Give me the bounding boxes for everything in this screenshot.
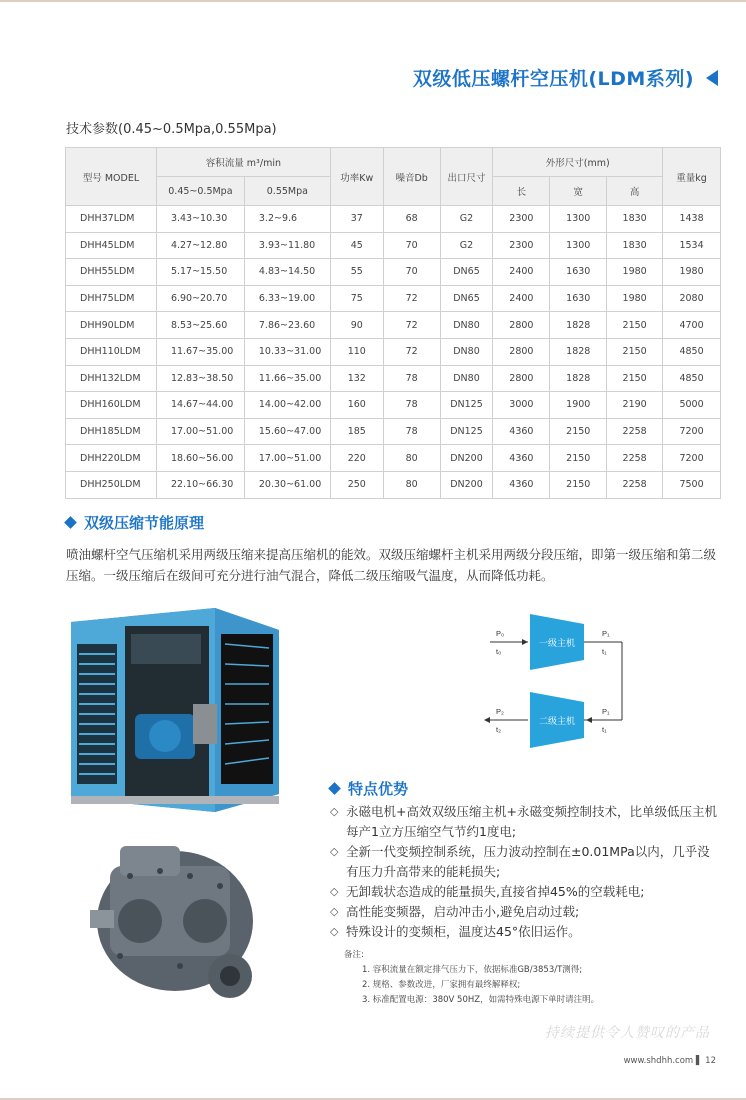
table-cell: 10.33~31.00 xyxy=(244,338,330,365)
hollow-diamond-icon: ◇ xyxy=(330,925,339,938)
stage2-label: 二级主机 xyxy=(538,716,576,726)
two-stage-diagram xyxy=(476,596,636,756)
top-rule xyxy=(0,0,746,2)
footer-separator: ▌ xyxy=(695,1056,703,1066)
table-cell: 110 xyxy=(330,338,383,365)
table-cell: 220 xyxy=(330,445,383,472)
table-cell: 5.17~15.50 xyxy=(156,259,244,286)
th-height: 高 xyxy=(607,177,663,206)
table-cell: 6.90~20.70 xyxy=(156,285,244,312)
table-row xyxy=(66,392,721,419)
table-cell: 2150 xyxy=(607,312,663,339)
table-cell: 75 xyxy=(330,285,383,312)
th-power: 功率Kw xyxy=(330,148,383,206)
table-cell: 4360 xyxy=(493,471,550,498)
table-cell: 2800 xyxy=(493,312,550,339)
table-cell: 11.67~35.00 xyxy=(156,338,244,365)
table-cell: 1980 xyxy=(607,285,663,312)
principle-heading xyxy=(66,512,204,533)
table-cell: 15.60~47.00 xyxy=(244,418,330,445)
table-cell: 1828 xyxy=(550,338,607,365)
table-cell: DHH160LDM xyxy=(66,392,157,419)
feature-item: ◇ 高性能变频器，启动冲击小,避免启动过载; xyxy=(330,902,720,922)
table-cell: DHH220LDM xyxy=(66,445,157,472)
table-row xyxy=(66,285,721,312)
table-cell: 78 xyxy=(383,418,440,445)
table-cell: DN200 xyxy=(440,445,493,472)
table-cell: 1828 xyxy=(550,365,607,392)
table-cell: DHH55LDM xyxy=(66,259,157,286)
p1-label: P₁ xyxy=(602,629,610,638)
table-cell: DN80 xyxy=(440,338,493,365)
spec-table xyxy=(65,147,721,499)
table-cell: 80 xyxy=(383,445,440,472)
spec-subtitle: 技术参数(0.45~0.5Mpa,0.55Mpa) xyxy=(66,122,277,137)
table-row xyxy=(66,206,721,233)
t0-label: t₀ xyxy=(496,647,502,656)
page-header xyxy=(413,64,718,91)
feature-item: ◇ 全新一代变频控制系统，压力波动控制在±0.01MPa以内，几乎没有压力升高带来的能耗损失; xyxy=(330,842,720,882)
table-cell: 11.66~35.00 xyxy=(244,365,330,392)
table-cell: 2080 xyxy=(663,285,721,312)
table-cell: 2150 xyxy=(550,445,607,472)
table-cell: 1438 xyxy=(663,206,721,233)
table-cell: 14.67~44.00 xyxy=(156,392,244,419)
website-link[interactable]: www.shdhh.com xyxy=(623,1056,694,1066)
spec-table-body xyxy=(66,206,721,499)
feature-item: ◇ 永磁电机+高效双级压缩主机+永磁变频控制技术，比单级低压主机每产1立方压缩空气节约1度电; xyxy=(330,802,720,842)
table-cell: 45 xyxy=(330,232,383,259)
table-cell: 2150 xyxy=(607,338,663,365)
arrow-left-icon xyxy=(586,717,592,723)
table-cell: DHH185LDM xyxy=(66,418,157,445)
table-cell: DHH250LDM xyxy=(66,471,157,498)
page-footer xyxy=(624,1056,716,1066)
table-cell: DN65 xyxy=(440,285,493,312)
table-cell: 3.93~11.80 xyxy=(244,232,330,259)
table-row xyxy=(66,365,721,392)
table-cell: 1630 xyxy=(550,259,607,286)
table-cell: 2258 xyxy=(607,418,663,445)
feature-item: ◇ 无卸载状态造成的能量损失,直接省掉45%的空载耗电; xyxy=(330,882,720,902)
table-row xyxy=(66,312,721,339)
table-row xyxy=(66,418,721,445)
th-flow: 容积流量 m³/min xyxy=(156,148,330,177)
table-cell: 14.00~42.00 xyxy=(244,392,330,419)
notes xyxy=(344,948,599,1008)
p2-label: P₂ xyxy=(496,707,504,716)
th-outlet: 出口尺寸 xyxy=(440,148,493,206)
table-cell: 4850 xyxy=(663,365,721,392)
table-cell: DN80 xyxy=(440,312,493,339)
table-cell: 2258 xyxy=(607,445,663,472)
table-cell: 78 xyxy=(383,392,440,419)
note-item: 1. 容积流量在额定排气压力下，依据标准GB/3853/T测得; xyxy=(362,965,583,975)
table-cell: 78 xyxy=(383,365,440,392)
table-cell: DHH90LDM xyxy=(66,312,157,339)
table-cell: 17.00~51.00 xyxy=(156,418,244,445)
table-cell: 7200 xyxy=(663,445,721,472)
stage1-label: 一级主机 xyxy=(538,638,576,648)
table-cell: 4700 xyxy=(663,312,721,339)
table-cell: 72 xyxy=(383,312,440,339)
hollow-diamond-icon: ◇ xyxy=(330,805,339,818)
table-cell: 2150 xyxy=(550,418,607,445)
table-cell: DN200 xyxy=(440,471,493,498)
table-cell: DN125 xyxy=(440,392,493,419)
table-cell: 80 xyxy=(383,471,440,498)
table-cell: 3.2~9.6 xyxy=(244,206,330,233)
outlet-arrow-icon xyxy=(484,717,490,723)
table-cell: 7.86~23.60 xyxy=(244,312,330,339)
table-cell: 7500 xyxy=(663,471,721,498)
features-title: 特点优势 xyxy=(348,780,409,798)
table-cell: 1828 xyxy=(550,312,607,339)
table-cell: 7200 xyxy=(663,418,721,445)
table-cell: 72 xyxy=(383,285,440,312)
table-cell: DN125 xyxy=(440,418,493,445)
table-cell: 72 xyxy=(383,338,440,365)
table-cell: 22.10~66.30 xyxy=(156,471,244,498)
th-length: 长 xyxy=(493,177,550,206)
p1b-label: P₁ xyxy=(602,707,610,716)
table-cell: 250 xyxy=(330,471,383,498)
table-cell: 160 xyxy=(330,392,383,419)
table-cell: 4.83~14.50 xyxy=(244,259,330,286)
hollow-diamond-icon: ◇ xyxy=(330,885,339,898)
note-item: 2. 规格、参数改进，厂家拥有最终解释权; xyxy=(362,980,521,990)
notes-title: 备注: xyxy=(344,950,364,960)
table-cell: G2 xyxy=(440,232,493,259)
features-heading xyxy=(330,778,408,799)
page-title: 双级低压螺杆空压机(LDM系列) xyxy=(412,68,694,90)
table-row xyxy=(66,338,721,365)
table-cell: 6.33~19.00 xyxy=(244,285,330,312)
compressor-photo xyxy=(65,604,283,814)
table-cell: 1534 xyxy=(663,232,721,259)
table-cell: 3000 xyxy=(493,392,550,419)
principle-text: 喷油螺杆空气压缩机采用两级压缩来提高压缩机的能效。双级压缩螺杆主机采用两级分段压缩，即第一级压缩和第二级压缩。一级压缩后在级间可充分进行油气混合，降低二级压缩吸气温度，从而降低功耗。 xyxy=(66,547,717,583)
th-model: 型号 MODEL xyxy=(66,148,157,206)
table-cell: 4360 xyxy=(493,445,550,472)
table-cell: 2258 xyxy=(607,471,663,498)
table-cell: 1900 xyxy=(550,392,607,419)
table-cell: 4850 xyxy=(663,338,721,365)
t1-label: t₁ xyxy=(602,647,607,656)
table-cell: DHH110LDM xyxy=(66,338,157,365)
table-cell: 20.30~61.00 xyxy=(244,471,330,498)
table-cell: 2800 xyxy=(493,365,550,392)
table-cell: 90 xyxy=(330,312,383,339)
table-cell: 1830 xyxy=(607,206,663,233)
table-cell: 2150 xyxy=(607,365,663,392)
table-cell: DHH132LDM xyxy=(66,365,157,392)
table-cell: DHH75LDM xyxy=(66,285,157,312)
triangle-left-icon xyxy=(706,70,718,86)
th-flow-a: 0.45~0.5Mpa xyxy=(156,177,244,206)
table-cell: 18.60~56.00 xyxy=(156,445,244,472)
table-cell: 5000 xyxy=(663,392,721,419)
table-cell: DN80 xyxy=(440,365,493,392)
table-cell: 2400 xyxy=(493,285,550,312)
table-cell: 3.43~10.30 xyxy=(156,206,244,233)
features-list xyxy=(330,802,720,942)
table-row xyxy=(66,259,721,286)
diamond-bullet-icon xyxy=(64,516,77,529)
table-row xyxy=(66,471,721,498)
table-cell: 37 xyxy=(330,206,383,233)
page-number: 12 xyxy=(705,1056,716,1066)
table-cell: 2300 xyxy=(493,206,550,233)
table-cell: 2800 xyxy=(493,338,550,365)
table-cell: 8.53~25.60 xyxy=(156,312,244,339)
arrow-right-icon xyxy=(522,639,528,645)
air-end-photo xyxy=(90,826,260,1016)
diamond-bullet-icon xyxy=(328,782,341,795)
hollow-diamond-icon: ◇ xyxy=(330,845,339,858)
p0-label: P₀ xyxy=(496,629,505,638)
th-width: 宽 xyxy=(550,177,607,206)
table-cell: 2400 xyxy=(493,259,550,286)
table-cell: 2150 xyxy=(550,471,607,498)
th-weight: 重量kg xyxy=(663,148,721,206)
table-cell: 2190 xyxy=(607,392,663,419)
table-cell: 185 xyxy=(330,418,383,445)
table-cell: 55 xyxy=(330,259,383,286)
table-cell: 1830 xyxy=(607,232,663,259)
slogan: 持续提供令人赞叹的产品 xyxy=(545,1025,710,1041)
table-cell: 4360 xyxy=(493,418,550,445)
table-cell: 1980 xyxy=(607,259,663,286)
table-cell: 70 xyxy=(383,232,440,259)
table-cell: 17.00~51.00 xyxy=(244,445,330,472)
th-dims: 外形尺寸(mm) xyxy=(493,148,663,177)
t2-label: t₂ xyxy=(496,725,501,734)
hollow-diamond-icon: ◇ xyxy=(330,905,339,918)
table-cell: 132 xyxy=(330,365,383,392)
table-cell: 70 xyxy=(383,259,440,286)
table-cell: DHH45LDM xyxy=(66,232,157,259)
table-cell: 68 xyxy=(383,206,440,233)
table-cell: 12.83~38.50 xyxy=(156,365,244,392)
t1b-label: t₁ xyxy=(602,725,607,734)
table-cell: 2300 xyxy=(493,232,550,259)
table-row xyxy=(66,232,721,259)
table-cell: G2 xyxy=(440,206,493,233)
table-row xyxy=(66,445,721,472)
principle-title: 双级压缩节能原理 xyxy=(84,514,205,532)
th-flow-b: 0.55Mpa xyxy=(244,177,330,206)
table-cell: 1630 xyxy=(550,285,607,312)
note-item: 3. 标准配置电源：380V 50HZ，如需特殊电源下单时请注明。 xyxy=(362,995,600,1005)
table-cell: DN65 xyxy=(440,259,493,286)
table-cell: DHH37LDM xyxy=(66,206,157,233)
table-cell: 1980 xyxy=(663,259,721,286)
th-noise: 噪音Db xyxy=(383,148,440,206)
table-cell: 4.27~12.80 xyxy=(156,232,244,259)
table-cell: 1300 xyxy=(550,232,607,259)
feature-item: ◇ 特殊设计的变频柜，温度达45°依旧运作。 xyxy=(330,922,720,942)
table-cell: 1300 xyxy=(550,206,607,233)
